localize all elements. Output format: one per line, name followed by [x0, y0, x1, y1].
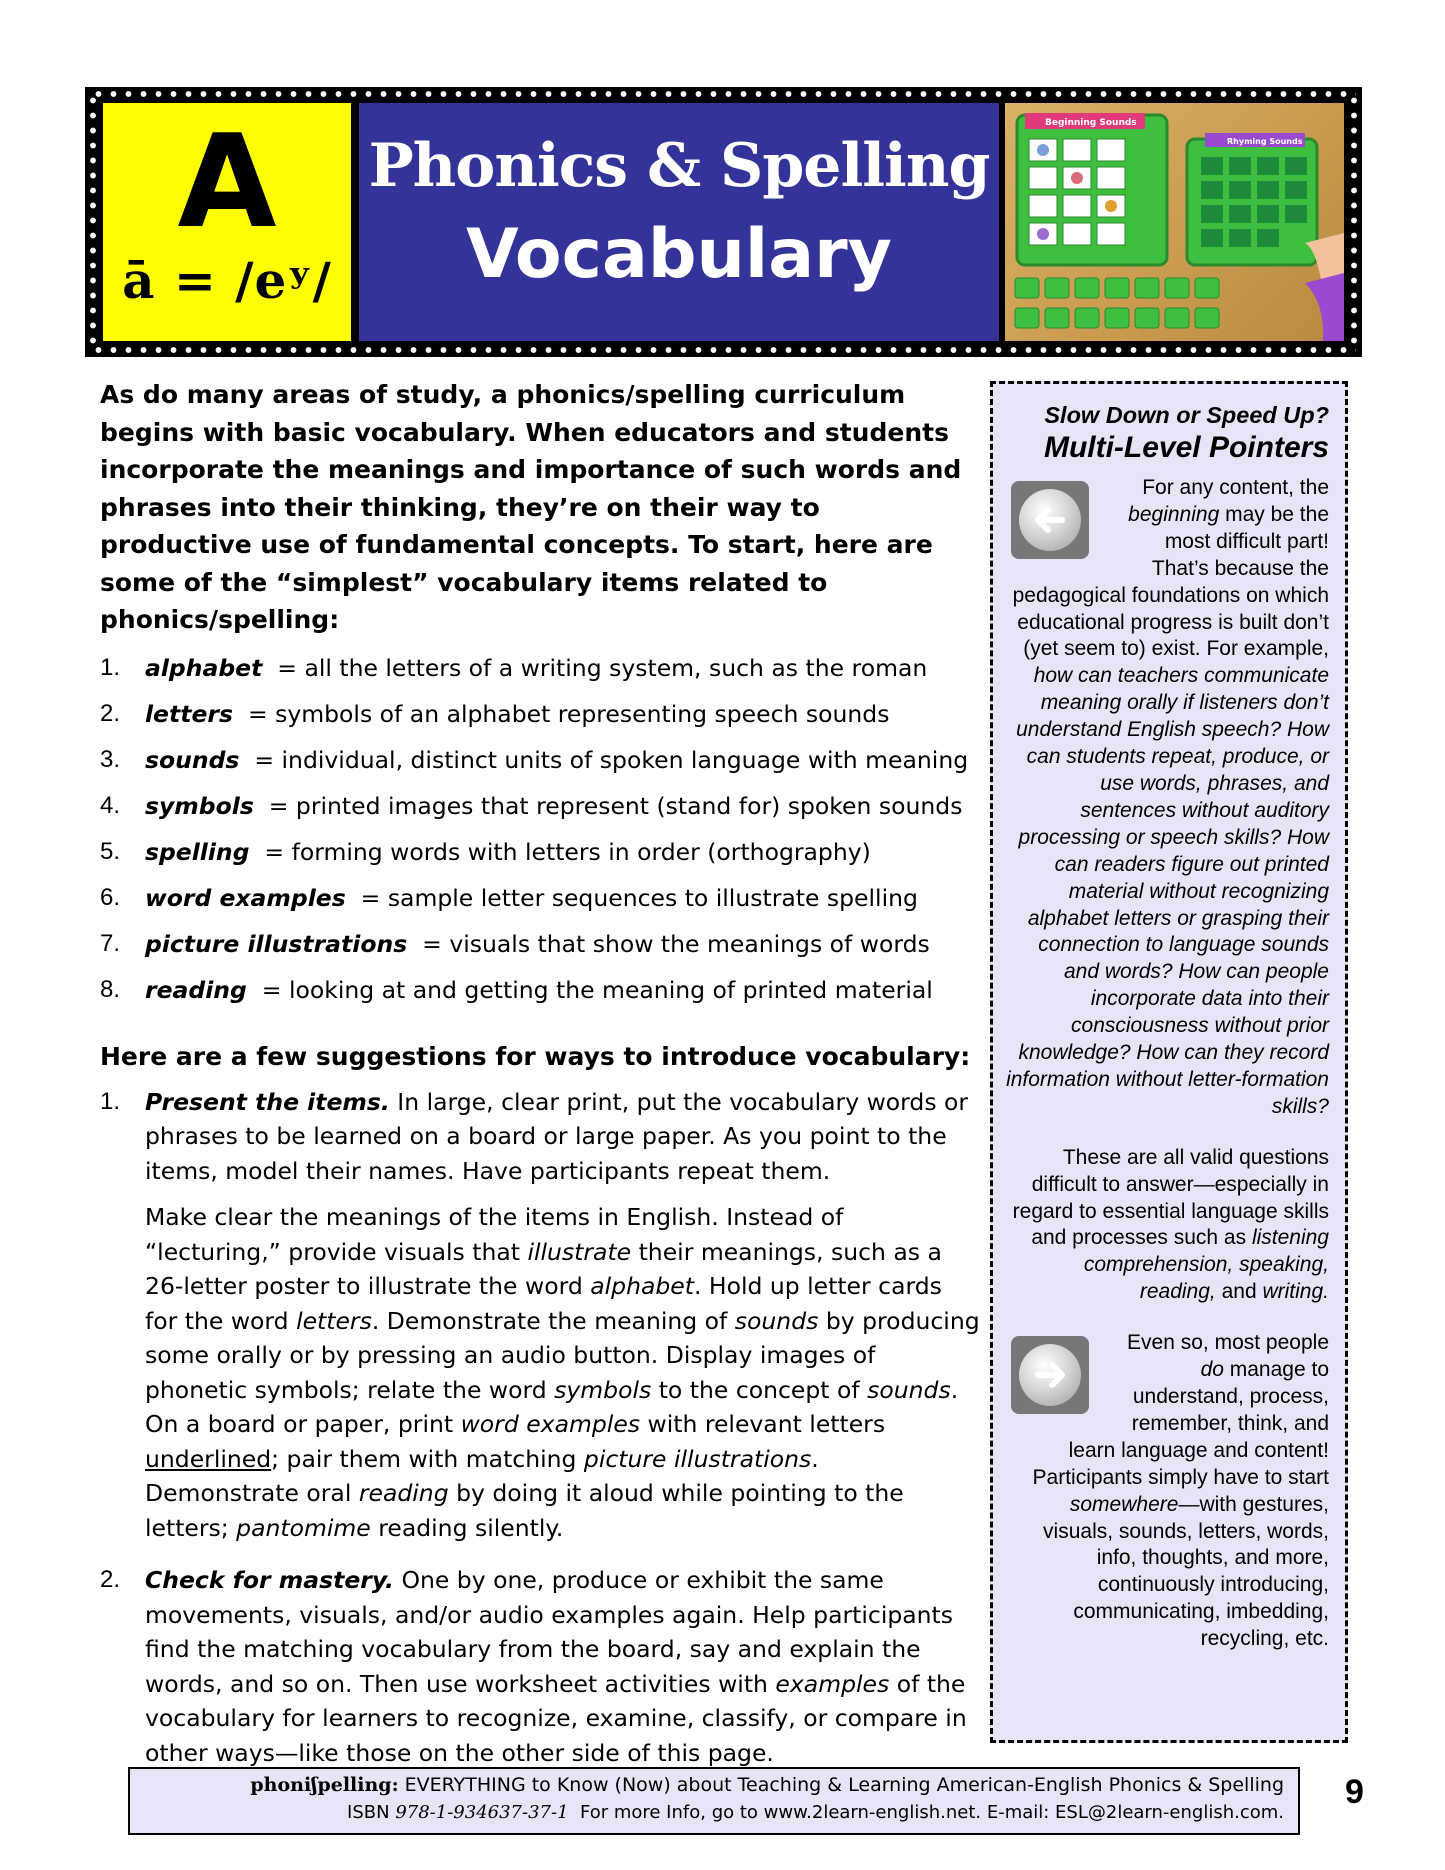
vocab-definition: = forming words with letters in order (orthography) [264, 837, 871, 866]
suggestions-heading: Here are a few suggestions for ways to introduce vocabulary: [100, 1041, 971, 1071]
vocab-term: letters [145, 699, 233, 728]
text-run: For any content, the [1142, 476, 1329, 499]
item-number: 4. [100, 791, 121, 819]
text-run: and [1215, 1280, 1263, 1304]
isbn-label: ISBN [347, 1802, 390, 1823]
step-2-text [145, 1563, 980, 1770]
text-run: word examples [460, 1410, 641, 1438]
vocab-term: reading [145, 975, 247, 1004]
vocabulary-list [100, 645, 980, 1013]
text-run: Even so, most people [1127, 1331, 1329, 1355]
vocab-definition: = looking at and getting the meaning of printed material [261, 975, 933, 1004]
item-number: 2. [100, 699, 121, 727]
text-run: writing. [1262, 1280, 1329, 1304]
list-item [100, 875, 980, 921]
text-run: . Demonstrate the meaning of [371, 1306, 735, 1335]
text-run: One by one, produce or exhibit the same movements, visuals, and/or audio examples again. Help participants find the matching vocabulary from the board, say and explain the words, and so on. Then use worksheet activities with [145, 1566, 954, 1698]
page-title: Phonics & Spelling [368, 131, 990, 201]
sound-notation: ā = /eʸ/ [122, 251, 332, 310]
list-item [100, 921, 980, 967]
step-title: Present the items. [145, 1087, 390, 1116]
text-run: . Demonstrate oral [145, 1444, 819, 1507]
item-number: 1. [100, 653, 121, 681]
text-run: of the vocabulary for learners to recognize, examine, classify, or compare in other ways—like those on the other side of this page. [145, 1669, 967, 1767]
text-run: with relevant letters [640, 1410, 886, 1438]
dotted-border-right [1349, 93, 1359, 351]
suggestion-step-1 [100, 1085, 980, 1546]
vocab-definition: = sample letter sequences to illustrate spelling [360, 883, 918, 912]
step-title: Check for mastery. [145, 1566, 394, 1594]
text-run: reading silently. [370, 1513, 564, 1542]
step-number: 2. [100, 1566, 121, 1593]
tray-label-rhyming: Rhyming Sounds [1227, 137, 1303, 146]
main-content [100, 376, 980, 1770]
tray-label-beginning: Beginning Sounds [1045, 118, 1137, 128]
list-item [100, 783, 980, 829]
vocab-term: symbols [145, 791, 254, 820]
vocab-definition: = symbols of an alphabet representing speech sounds [247, 699, 890, 728]
vocab-term: sounds [145, 745, 240, 774]
step-1-text [145, 1085, 980, 1189]
text-run: —with gestures, visuals, sounds, letters, words, info, thoughts, and more, continuously introducing, communicating, imbedding, recycling, etc. [1043, 1492, 1329, 1651]
text-run: by doing it aloud while pointing to the letters; [145, 1479, 904, 1542]
text-run: illustrate [527, 1237, 632, 1266]
dotted-border-top [91, 89, 1356, 99]
header-banner [85, 87, 1362, 357]
item-number: 7. [100, 929, 121, 957]
step-number: 1. [100, 1087, 121, 1115]
list-item [100, 691, 980, 737]
text-run: letters [296, 1306, 372, 1335]
item-number: 3. [100, 745, 121, 773]
text-run: how can teachers communicate meaning orally if listeners don’t understand English speech? How can students repeat, produce, or use words, phrases, and sentences without auditory processing or speech skills? How can readers figure out printed material without recognizing alphabet letters or grasping their connection to language sounds and words? How can people incorporate data into their consciousness without prior knowledge? How can they record information without letter-formation skills? [1006, 664, 1329, 1118]
item-number: 8. [100, 975, 121, 1003]
vocab-term: picture illustrations [145, 929, 408, 958]
text-run: . On a board or paper, print [145, 1375, 959, 1438]
suggestion-step-2 [100, 1563, 980, 1770]
left-arrow-icon [1011, 481, 1089, 559]
vocab-definition: = individual, distinct units of spoken language with meaning [254, 745, 969, 774]
list-item [100, 737, 980, 783]
product-photo [1005, 103, 1344, 341]
item-number: 5. [100, 837, 121, 865]
vocab-definition: = all the letters of a writing system, such as the roman [277, 653, 928, 682]
text-run: by producing some orally or by pressing an audio button. Display images of phonetic symbols; relate the word [145, 1306, 980, 1404]
text-run: may be the most difficult part! That’s because the pedagogical foundations on which educational progress is built don’t (yet seem to) exist. For example, [1012, 502, 1329, 661]
vocab-term: word examples [145, 883, 346, 912]
isbn-number: 978-1-934637-37-1 [395, 1802, 569, 1823]
text-run: to the concept of [651, 1375, 868, 1404]
footer-contact: For more Info, go to www.2learn-english.net. E-mail: ESL@2learn-english.com. [579, 1802, 1284, 1823]
sidebar-paragraph-2 [1005, 1145, 1329, 1306]
footer-line-1 [130, 1771, 1284, 1799]
text-run: Make clear the meanings of the items in English. Instead of “lecturing,” provide visuals that [145, 1203, 844, 1266]
text-run: beginning [1128, 502, 1220, 526]
text-run: ; pair them with matching [271, 1444, 584, 1473]
text-run: listening comprehension, speaking, reading, [1083, 1226, 1329, 1304]
item-number: 6. [100, 883, 121, 911]
footer [128, 1767, 1300, 1835]
footer-line-2 [130, 1799, 1284, 1827]
text-run: sounds [734, 1306, 819, 1335]
sidebar-subtitle: Slow Down or Speed Up? [1044, 402, 1329, 428]
sidebar-paragraph-1 [1005, 475, 1329, 1121]
text-run: sounds [867, 1375, 951, 1404]
sidebar-heading: Multi-Level Pointers [1043, 431, 1329, 464]
list-item [100, 967, 980, 1013]
text-run: These are all valid questions difficult to answer—especially in regard to essential language skills and processes such as [1012, 1145, 1329, 1250]
footer-book-title: EVERYTHING to Know (Now) about Teaching & Learning American-English Phonics & Spelling [404, 1774, 1284, 1796]
intro-paragraph: As do many areas of study, a phonics/spelling curriculum begins with basic vocabulary. When educators and students incorporate the meanings and importance of such words and phrases into their thinking, they’re on their way to productive use of fundamental concepts. To start, here are some of the “simplest” vocabulary items related to phonics/spelling: [100, 380, 962, 634]
vocab-term: alphabet [145, 653, 263, 682]
footer-brand: phoniʃpelling: [250, 1774, 399, 1796]
letter-panel [103, 103, 351, 341]
big-letter: A [177, 108, 277, 257]
text-run: symbols [554, 1375, 652, 1404]
text-run: alphabet [590, 1272, 694, 1300]
dotted-border-left [88, 93, 98, 351]
text-run: . Hold up letter cards for the word [145, 1272, 942, 1335]
pointers-sidebar [990, 381, 1348, 1743]
page-number: 9 [1345, 1773, 1364, 1811]
page-subtitle: Vocabulary [466, 215, 892, 294]
text-run: do [1200, 1358, 1224, 1382]
step-body: In large, clear print, put the vocabulary words or phrases to be learned on a board or large paper. As you point to the items, model their names. Have participants repeat them. [145, 1087, 969, 1185]
title-panel [359, 103, 999, 341]
vocab-definition: = printed images that represent (stand for) spoken sounds [268, 791, 963, 820]
text-run: somewhere [1069, 1492, 1179, 1516]
text-run: picture illustrations [583, 1444, 812, 1473]
step-1-details [145, 1200, 980, 1545]
text-run: manage to understand, process, remember, think, and learn language and content! Participants simply have to start [1032, 1358, 1329, 1489]
list-item [100, 829, 980, 875]
list-item [100, 645, 980, 691]
text-run: examples [775, 1669, 890, 1698]
dotted-border-bottom [91, 345, 1356, 355]
right-arrow-icon [1011, 1336, 1089, 1414]
phonics-game-illustration [1005, 103, 1344, 341]
vocab-definition: = visuals that show the meanings of words [422, 929, 930, 958]
vocab-term: spelling [145, 837, 250, 866]
text-run: pantomime [236, 1513, 371, 1542]
text-run: underlined [145, 1444, 272, 1473]
text-run: their meanings, such as a 26-letter poster to illustrate the word [145, 1237, 942, 1300]
text-run: reading [358, 1479, 449, 1507]
